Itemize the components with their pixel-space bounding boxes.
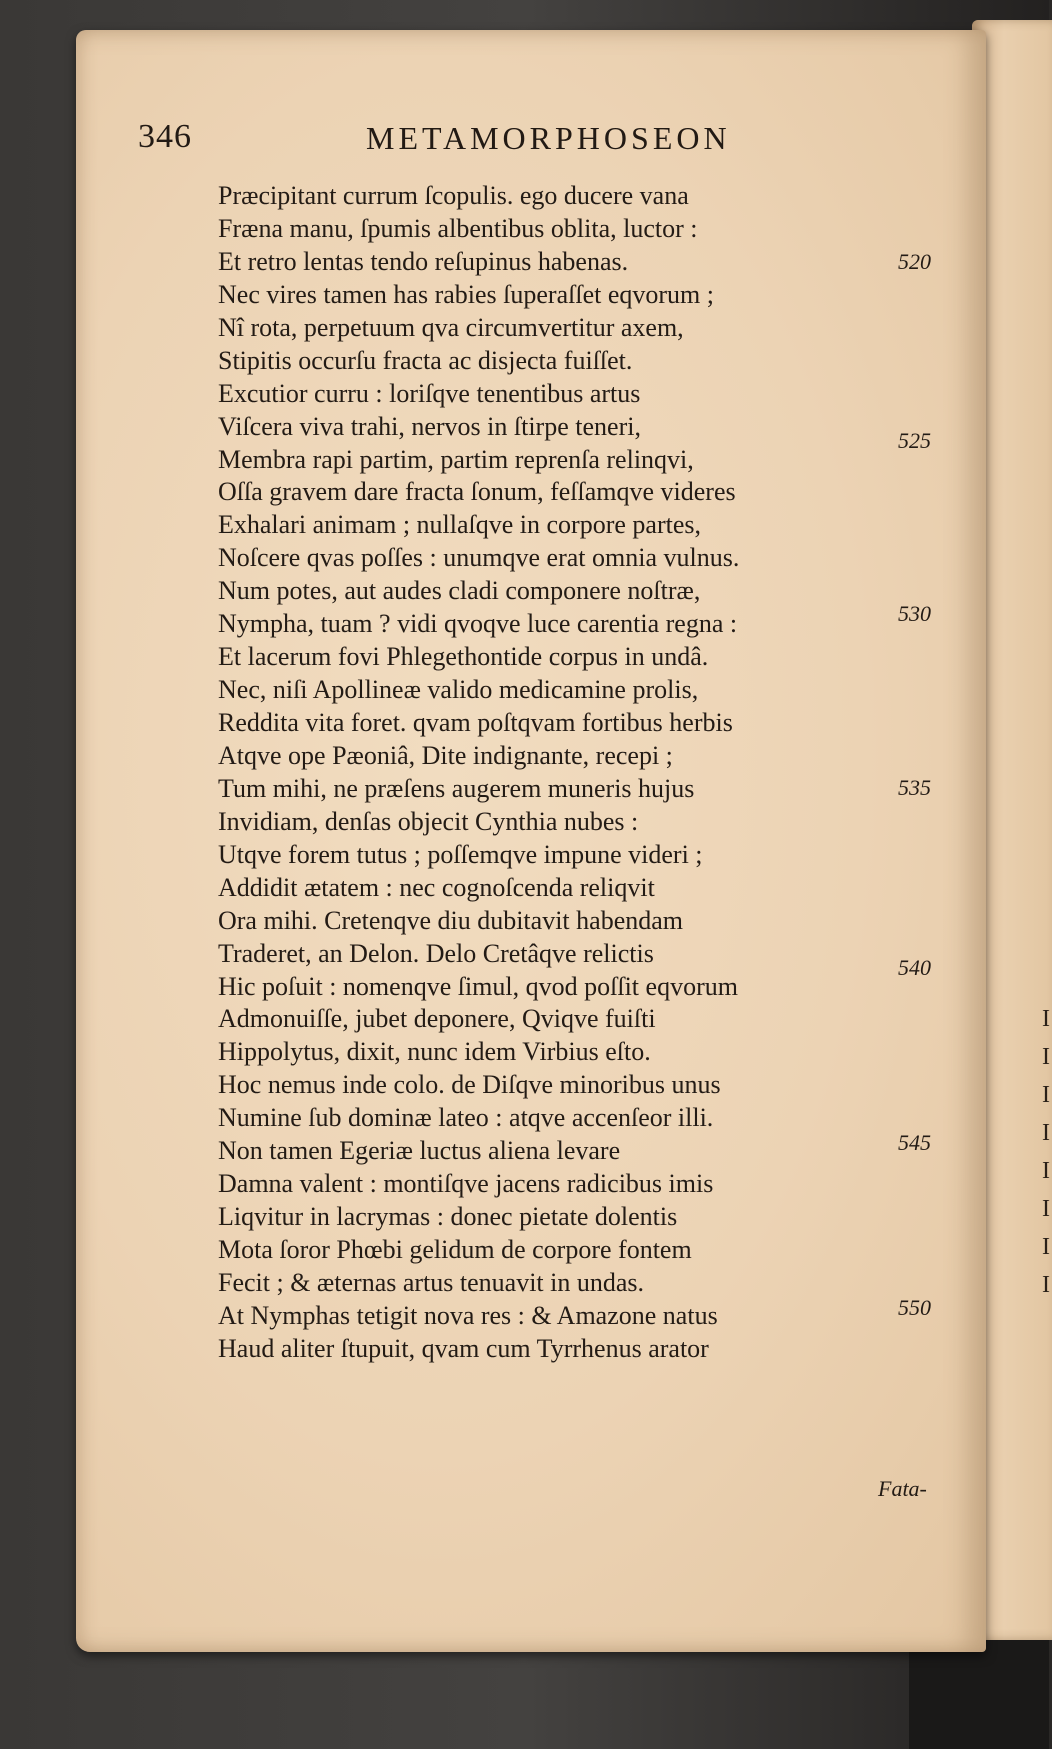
verse-line: Admonuiſſe, jubet deponere, Qviqve fuiſti: [218, 1004, 656, 1034]
verse-line: Haud aliter ſtupuit, qvam cum Tyrrhenus arator: [218, 1333, 709, 1363]
line-number-540: 540: [898, 955, 931, 980]
verse-line: Invidiam, denſas objecit Cynthia nubes :: [218, 806, 639, 836]
verse-line: Hippolytus, dixit, nunc idem Virbius eſto.: [218, 1037, 651, 1067]
verse-line: Addidit ætatem : nec cognoſcenda reliqvit: [218, 872, 655, 902]
line-number-520: 520: [898, 249, 931, 274]
verse-line: Et lacerum fovi Phlegethontide corpus in undâ.: [218, 642, 709, 672]
verse-line: Traderet, an Delon. Delo Cretâqve relictis: [218, 938, 654, 968]
page-number: 346: [138, 118, 192, 155]
facing-glyph: I: [1042, 1158, 1050, 1184]
verse-line: At Nymphas tetigit nova res : & Amazone natus: [218, 1300, 718, 1330]
verse-line: Hoc nemus inde colo. de Diſqve minoribus unus: [218, 1070, 721, 1100]
facing-glyph: I: [1042, 1272, 1050, 1298]
verse-line: Exhalari animam ; nullaſqve in corpore partes,: [218, 510, 701, 540]
verse-line: Fræna manu, ſpumis albentibus oblita, luctor :: [218, 213, 698, 243]
line-number-550: 550: [898, 1295, 931, 1320]
facing-page-glyphs: [1042, 1000, 1049, 1330]
facing-glyph: I: [1042, 1234, 1050, 1260]
verse-line: Mota ſoror Phœbi gelidum de corpore fontem: [218, 1235, 692, 1264]
verse-line: Utqve forem tutus ; poſſemqve impune videri ;: [218, 839, 703, 869]
facing-glyph: I: [1042, 1120, 1050, 1146]
verse-line: Fecit ; & æternas artus tenuavit in undas.: [218, 1267, 645, 1297]
verse-line: Et retro lentas tendo reſupinus habenas.: [218, 246, 629, 276]
facing-glyph: I: [1042, 1196, 1050, 1222]
verse-line: Ora mihi. Cretenqve diu dubitavit habendam: [218, 905, 683, 935]
verse-line: Damna valent : montiſqve jacens radicibus imis: [218, 1169, 714, 1199]
verse-line: Nec, niſi Apollineæ valido medicamine prolis,: [218, 675, 699, 705]
verse-line: Nî rota, perpetuum qva circumvertitur axem,: [218, 312, 684, 342]
verse-line: Num potes, aut audes cladi componere noſtræ,: [218, 576, 701, 606]
verse-line: Noſcere qvas poſſes : unumqve erat omnia vulnus.: [218, 543, 740, 573]
catchword: Fata-: [878, 1476, 927, 1501]
verse-line: Nympha, tuam ? vidi qvoqve luce carentia regna :: [218, 609, 738, 639]
verse-line: Reddita vita foret. qvam poſtqvam fortibus herbis: [218, 708, 733, 737]
facing-glyph: I: [1042, 1044, 1050, 1070]
verse-line: Viſcera viva trahi, nervos in ſtirpe teneri,: [218, 411, 641, 441]
page-header: [138, 118, 858, 164]
verse-line: Hic poſuit : nomenqve ſimul, qvod poſſit eqvorum: [218, 971, 738, 1001]
verse-line: Stipitis occurſu fracta ac disjecta fuiſſet.: [218, 345, 633, 375]
verse-line: Atqve ope Pæoniâ, Dite indignante, recepi ;: [218, 740, 673, 770]
line-number-525: 525: [898, 428, 931, 453]
line-number-545: 545: [898, 1130, 931, 1155]
verse-line: Membra rapi partim, partim reprenſa relinqvi,: [218, 444, 694, 474]
facing-glyph: I: [1042, 1082, 1050, 1108]
verse-line: Excutior curru : loriſqve tenentibus artus: [218, 378, 641, 408]
verse-line: Oſſa gravem dare fracta ſonum, feſſamqve videres: [218, 477, 736, 507]
verse-line: Liqvitur in lacrymas : donec pietate dolentis: [218, 1202, 678, 1232]
running-title: METAMORPHOSEON: [366, 120, 731, 156]
line-number-535: 535: [898, 775, 931, 800]
verse-line: Præcipitant currum ſcopulis. ego ducere vana: [218, 181, 689, 210]
verse-line: Nec vires tamen has rabies ſuperaſſet eqvorum ;: [218, 279, 714, 309]
verse-line: Tum mihi, ne præſens augerem muneris hujus: [218, 773, 695, 803]
line-number-530: 530: [898, 601, 931, 626]
facing-glyph: I: [1042, 1006, 1050, 1032]
verse-text: [218, 180, 888, 1366]
verse-line: Numine ſub dominæ lateo : atqve accenſeor illi.: [218, 1103, 714, 1133]
verse-line: Non tamen Egeriæ luctus aliena levare: [218, 1136, 621, 1166]
